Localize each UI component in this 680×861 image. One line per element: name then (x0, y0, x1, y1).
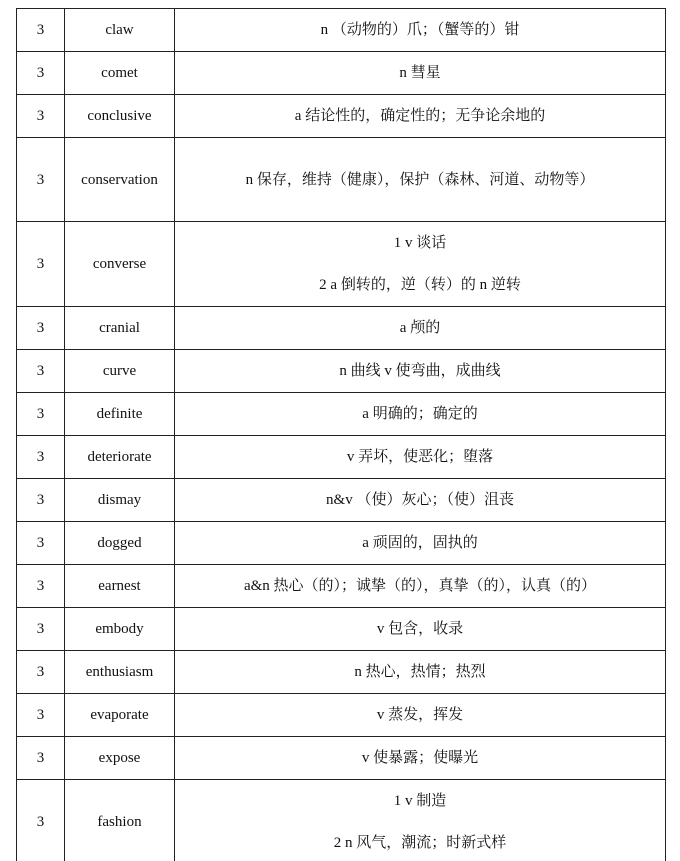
meaning-line: n （动物的）爪；（蟹等的）钳 (320, 22, 520, 38)
meaning-cell (175, 138, 666, 222)
meaning-line: v 弄坏，使恶化；堕落 (346, 449, 494, 465)
level-cell: 3 (17, 608, 65, 651)
meaning-cell (175, 737, 666, 780)
word-cell (65, 565, 175, 608)
word-text: dogged (97, 535, 142, 551)
level-cell: 3 (17, 737, 65, 780)
meaning-line: 1 v 谈话 (393, 235, 447, 251)
meaning-line: a 颅的 (399, 320, 441, 336)
word-cell (65, 651, 175, 694)
table-row (17, 436, 666, 479)
word-cell (65, 95, 175, 138)
word-text: dismay (97, 492, 142, 508)
word-cell (65, 9, 175, 52)
level-cell: 3 (17, 138, 65, 222)
word-cell (65, 222, 175, 307)
meaning-line: a 明确的；确定的 (362, 406, 478, 422)
level-cell: 3 (17, 350, 65, 393)
vocabulary-table (16, 8, 666, 861)
word-text: earnest (98, 578, 141, 594)
word-cell (65, 138, 175, 222)
level-cell: 3 (17, 479, 65, 522)
word-text: conservation (81, 171, 158, 188)
meaning-cell (175, 780, 666, 861)
meaning-line: v 包含，收录 (376, 621, 464, 637)
word-cell (65, 694, 175, 737)
meaning-line: n 热心，热情；热烈 (354, 664, 486, 680)
level-cell: 3 (17, 52, 65, 95)
level-cell: 3 (17, 9, 65, 52)
word-cell (65, 436, 175, 479)
meaning-line: 1 v 制造 (393, 793, 447, 809)
level-cell: 3 (17, 222, 65, 307)
meaning-line: 2 n 风气，潮流；时新式样 (333, 835, 507, 851)
table-row (17, 780, 666, 861)
meaning-cell (175, 694, 666, 737)
meaning-line: a&n 热心（的）；诚挚（的），真挚（的），认真（的） (243, 578, 597, 594)
word-text: claw (105, 22, 134, 38)
word-text: curve (102, 363, 137, 379)
level-cell: 3 (17, 522, 65, 565)
meaning-cell (175, 393, 666, 436)
meaning-line: a 顽固的，固执的 (362, 535, 478, 551)
word-cell (65, 350, 175, 393)
word-cell (65, 307, 175, 350)
word-cell (65, 608, 175, 651)
table-row (17, 522, 666, 565)
table-row (17, 52, 666, 95)
word-cell (65, 737, 175, 780)
meaning-cell (175, 222, 666, 307)
word-cell (65, 780, 175, 861)
word-text: definite (96, 406, 143, 422)
table-row (17, 138, 666, 222)
word-text: comet (101, 65, 138, 81)
word-text: deteriorate (87, 449, 152, 465)
meaning-cell (175, 522, 666, 565)
word-text: fashion (97, 814, 142, 830)
vocabulary-table-body (17, 9, 666, 861)
level-cell: 3 (17, 780, 65, 861)
table-row (17, 651, 666, 694)
word-cell (65, 479, 175, 522)
word-text: converse (92, 256, 147, 272)
meaning-cell (175, 608, 666, 651)
level-cell: 3 (17, 393, 65, 436)
table-row (17, 565, 666, 608)
level-cell: 3 (17, 651, 65, 694)
word-cell (65, 52, 175, 95)
table-row (17, 737, 666, 780)
meaning-cell (175, 95, 666, 138)
meaning-line: n 保存，维持（健康），保护（森林、河道、动物等） (245, 171, 595, 188)
meaning-line: a 结论性的，确定性的；无争论余地的 (294, 108, 546, 124)
word-text: cranial (99, 320, 140, 336)
meaning-cell (175, 436, 666, 479)
level-cell: 3 (17, 307, 65, 350)
word-text: enthusiasm (85, 664, 154, 680)
table-row (17, 95, 666, 138)
meaning-line: v 使暴露；使曝光 (361, 750, 479, 766)
meaning-line: v 蒸发，挥发 (376, 707, 464, 723)
level-cell: 3 (17, 694, 65, 737)
word-text: evaporate (90, 707, 149, 723)
table-row (17, 479, 666, 522)
level-cell: 3 (17, 436, 65, 479)
table-row (17, 350, 666, 393)
word-text: conclusive (87, 108, 152, 124)
meaning-cell (175, 565, 666, 608)
table-row (17, 694, 666, 737)
table-row (17, 608, 666, 651)
meaning-cell (175, 9, 666, 52)
meaning-cell (175, 479, 666, 522)
meaning-line: 2 a 倒转的，逆（转）的 n 逆转 (319, 277, 521, 293)
meaning-line: n&v （使）灰心；（使）沮丧 (326, 492, 514, 508)
table-row (17, 393, 666, 436)
meaning-cell (175, 307, 666, 350)
level-cell: 3 (17, 565, 65, 608)
word-text: expose (98, 750, 141, 766)
meaning-cell (175, 651, 666, 694)
table-row (17, 9, 666, 52)
meaning-line: n 曲线 v 使弯曲，成曲线 (339, 363, 501, 379)
word-cell (65, 393, 175, 436)
table-row (17, 222, 666, 307)
meaning-cell (175, 52, 666, 95)
level-cell: 3 (17, 95, 65, 138)
table-row (17, 307, 666, 350)
meaning-cell (175, 350, 666, 393)
word-text: embody (95, 621, 144, 637)
meaning-line: n 彗星 (399, 65, 441, 81)
word-cell (65, 522, 175, 565)
